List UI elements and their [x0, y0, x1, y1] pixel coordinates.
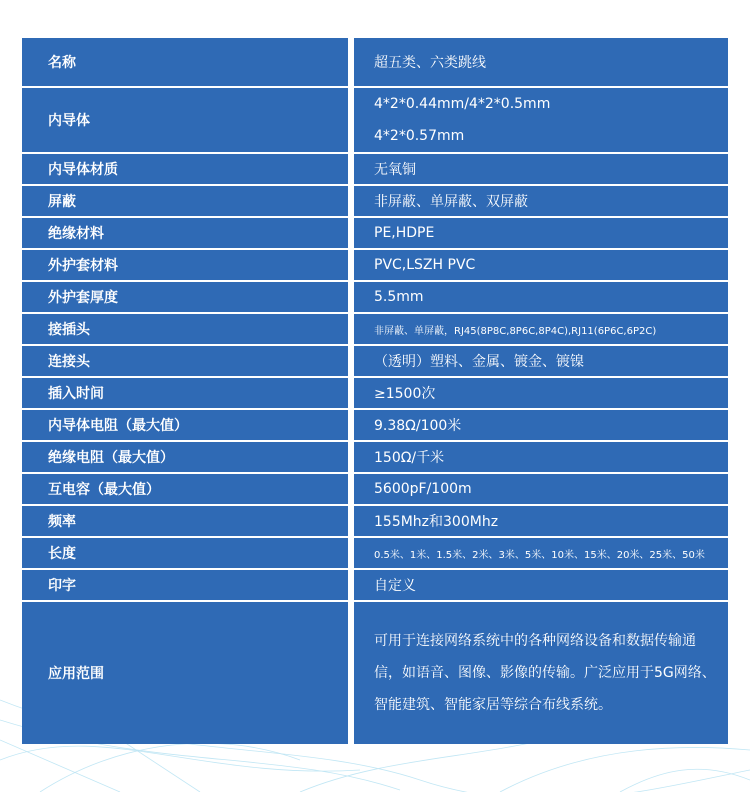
row-value: 自定义 [354, 570, 728, 600]
row-label: 内导体 [22, 88, 348, 152]
row-label: 内导体电阻（最大值） [22, 410, 348, 440]
row-value: 无氧铜 [354, 154, 728, 184]
row-value: 155Mhz和300Mhz [354, 506, 728, 536]
row-value: 非屏蔽、单屏蔽、双屏蔽 [354, 186, 728, 216]
table-row [22, 314, 728, 344]
row-label: 外护套材料 [22, 250, 348, 280]
row-value: 5.5mm [354, 282, 728, 312]
row-label: 插入时间 [22, 378, 348, 408]
table-row [22, 474, 728, 504]
table-row [22, 38, 728, 86]
row-value: （透明）塑料、金属、镀金、镀镍 [354, 346, 728, 376]
row-value: PE,HDPE [354, 218, 728, 248]
table-row [22, 154, 728, 184]
table-row [22, 602, 728, 744]
row-value: 超五类、六类跳线 [354, 38, 728, 86]
value-line: 4*2*0.44mm/4*2*0.5mm [374, 96, 551, 112]
table-row [22, 346, 728, 376]
row-value: PVC,LSZH PVC [354, 250, 728, 280]
spec-table [22, 38, 728, 746]
table-row [22, 442, 728, 472]
table-row [22, 250, 728, 280]
row-label: 互电容（最大值） [22, 474, 348, 504]
table-row [22, 410, 728, 440]
row-label: 外护套厚度 [22, 282, 348, 312]
row-label: 内导体材质 [22, 154, 348, 184]
row-label: 绝缘材料 [22, 218, 348, 248]
row-label: 接插头 [22, 314, 348, 344]
row-label: 频率 [22, 506, 348, 536]
row-value: 非屏蔽、单屏蔽，RJ45(8P8C,8P6C,8P4C),RJ11(6P6C,6P2C) [354, 314, 728, 344]
row-label: 印字 [22, 570, 348, 600]
value-line: 4*2*0.57mm [374, 128, 465, 144]
table-row [22, 88, 728, 152]
table-row [22, 282, 728, 312]
row-value [354, 88, 728, 152]
table-row [22, 378, 728, 408]
row-label: 应用范围 [22, 602, 348, 744]
row-value: 5600pF/100m [354, 474, 728, 504]
row-value: ≥1500次 [354, 378, 728, 408]
application-text: 可用于连接网络系统中的各种网络设备和数据传输通信，如语音、图像、影像的传输。广泛应用于5G网络、智能建筑、智能家居等综合布线系统。 [374, 633, 716, 713]
row-label: 长度 [22, 538, 348, 568]
table-row [22, 186, 728, 216]
row-value: 150Ω/千米 [354, 442, 728, 472]
row-value: 9.38Ω/100米 [354, 410, 728, 440]
row-label: 连接头 [22, 346, 348, 376]
row-label: 名称 [22, 38, 348, 86]
row-label: 绝缘电阻（最大值） [22, 442, 348, 472]
row-label: 屏蔽 [22, 186, 348, 216]
table-row [22, 538, 728, 568]
row-value: 0.5米、1米、1.5米、2米、3米、5米、10米、15米、20米、25米、50米 [354, 538, 728, 568]
table-row [22, 218, 728, 248]
row-value [354, 602, 728, 744]
table-row [22, 506, 728, 536]
table-row [22, 570, 728, 600]
